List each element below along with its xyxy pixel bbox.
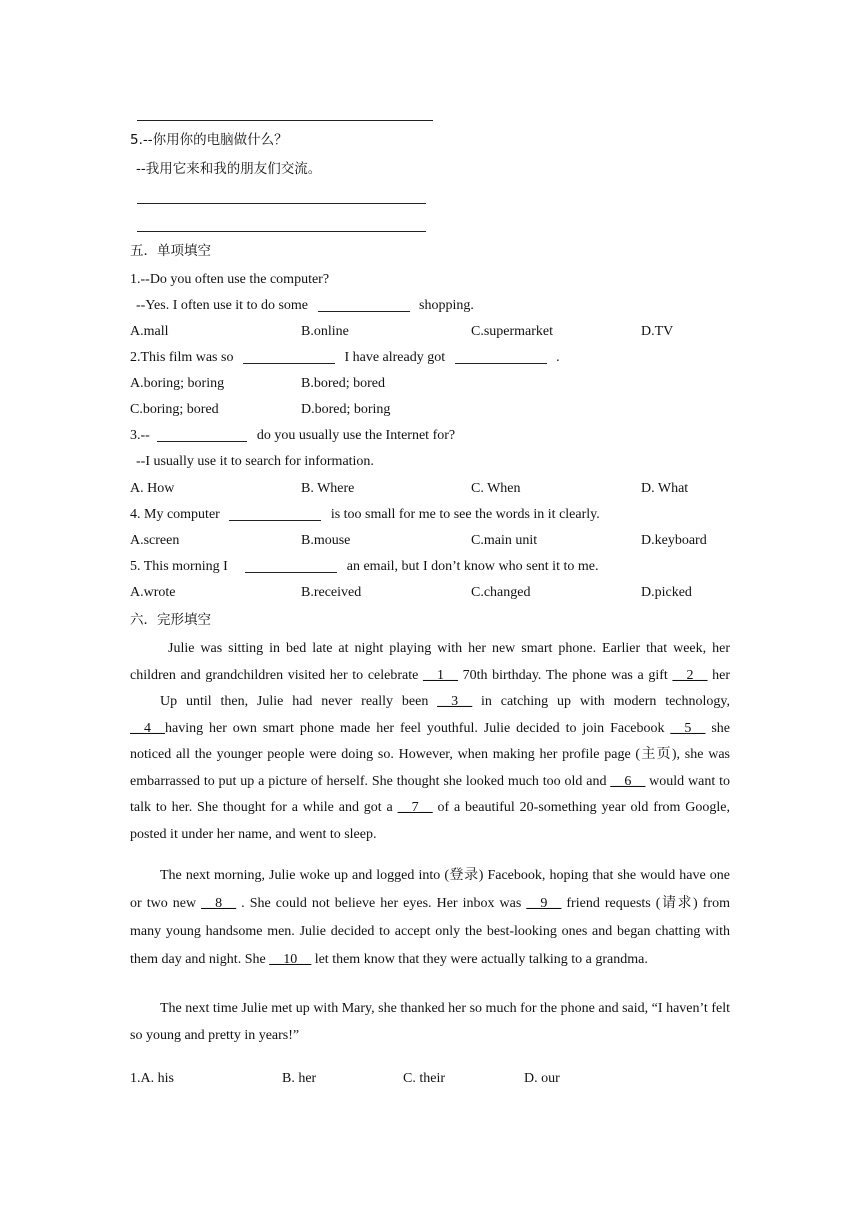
answer-line — [137, 231, 426, 232]
q5-text-b: an email, but I don’t know who sent it to me. — [346, 559, 599, 574]
q5-option-b: B.received — [301, 585, 362, 600]
cloze-gap-10[interactable]: __10__ — [269, 952, 312, 967]
q5-option-c: C.changed — [471, 585, 531, 600]
q3-option-b: B. Where — [301, 481, 355, 496]
q1-option-c: C.supermarket — [471, 324, 554, 339]
q2-text-a: 2.This film was so — [130, 350, 234, 365]
q2-option-d: D.bored; boring — [301, 402, 391, 417]
cloze-paragraph-2: Up until then, Julie had never really been __3__ in catching up with modern technology, __4__having her own smart phone made her feel youthful. Julie decided to join Facebook __5__ she noticed all the younger people were doing so. However, when making her profile page (主页), she was embarrassed to put up a picture of herself. She thought she looked much too old and __6__ would want to talk to her. She thought for a while and got a __7__ of a beautiful 20-something year old from Google, posted it under her name, and went to sleep. — [130, 694, 730, 842]
q1-line2 — [136, 297, 474, 315]
q3-text-b: do you usually use the Internet for? — [256, 428, 456, 443]
section-title-5: 五．单项填空 — [130, 243, 211, 259]
section-title-6: 六．完形填空 — [130, 612, 211, 628]
q2-line — [130, 349, 560, 367]
q3-option-a: A. How — [130, 481, 175, 496]
cloze-gap-1[interactable]: __1__ — [422, 667, 458, 683]
q4-option-c: C.main unit — [471, 533, 538, 548]
answer-blank[interactable] — [243, 349, 335, 364]
q1-line1: 1.--Do you often use the computer? — [130, 272, 330, 287]
a1-option-b: B. her — [282, 1071, 317, 1086]
cloze-gap-7[interactable]: __7__ — [397, 800, 433, 816]
question-cn-5-reply: --我用它来和我的朋友们交流。 — [136, 161, 322, 177]
answer-blank[interactable] — [229, 506, 321, 521]
cloze-paragraph-4: The next time Julie met up with Mary, she thanked her so much for the phone and said, “I haven’t felt so young and pretty in years!” — [130, 1001, 730, 1043]
q4-option-a: A.screen — [130, 533, 180, 548]
cloze-gap-4[interactable]: __4__ — [130, 720, 165, 736]
q3-line1 — [130, 427, 455, 445]
answer-line — [137, 120, 433, 121]
cloze-paragraph-1: Julie was sitting in bed late at night playing with her new smart phone. Earlier that week, her children and grandchildren visited her to celebrate __1__ 70th birthday. The phone was a gift __2__ her — [130, 641, 730, 683]
cloze-gap-2[interactable]: __2__ — [672, 667, 708, 683]
q4-option-b: B.mouse — [301, 533, 351, 548]
a1-option-c: C. their — [403, 1071, 445, 1086]
cloze-gap-3[interactable]: __3__ — [437, 694, 473, 709]
q4-line — [130, 506, 600, 524]
q5-text-a: 5. This morning I — [130, 559, 228, 574]
q2-text-c: . — [556, 350, 560, 365]
cloze-gap-6[interactable]: __6__ — [610, 773, 646, 789]
q5-option-d: D.picked — [641, 585, 692, 600]
answer-blank[interactable] — [455, 349, 547, 364]
q4-text-b: is too small for me to see the words in it clearly. — [330, 507, 600, 522]
cloze-passage — [130, 636, 730, 1049]
answer-blank[interactable] — [318, 297, 410, 312]
q3-option-c: C. When — [471, 481, 521, 496]
q2-text-b: I have already got — [344, 350, 446, 365]
q4-text-a: 4. My computer — [130, 507, 220, 522]
answer-line — [137, 203, 426, 204]
q5-option-a: A.wrote — [130, 585, 176, 600]
q3-text-a: 3.-- — [130, 428, 150, 443]
question-cn-5: 5.--你用你的电脑做什么？ — [130, 132, 288, 148]
q1-text-b: shopping. — [419, 298, 474, 313]
q1-option-b: B.online — [301, 324, 349, 339]
q3-option-d: D. What — [641, 481, 689, 496]
answer-blank[interactable] — [157, 427, 247, 442]
cloze-gap-9[interactable]: __9__ — [526, 896, 562, 911]
q1-option-a: A.mall — [130, 324, 169, 339]
q3-line2: --I usually use it to search for information. — [136, 454, 374, 469]
q2-option-c: C.boring; bored — [130, 402, 219, 417]
q2-option-a: A.boring; boring — [130, 376, 225, 391]
a1-option-a: 1.A. his — [130, 1071, 174, 1086]
q5-line — [130, 558, 598, 576]
q4-option-d: D.keyboard — [641, 533, 707, 548]
cloze-gap-5[interactable]: __5__ — [670, 720, 706, 736]
q1-text-a: --Yes. I often use it to do some — [136, 298, 309, 313]
a1-option-d: D. our — [524, 1071, 560, 1086]
q1-option-d: D.TV — [641, 324, 674, 339]
answer-blank[interactable] — [245, 558, 337, 573]
cloze-gap-8[interactable]: __8__ — [201, 896, 237, 911]
q2-option-b: B.bored; bored — [301, 376, 385, 391]
cloze-paragraph-3: The next morning, Julie woke up and logged into (登录) Facebook, hoping that she would have one or two new __8__ . She could not believe her eyes. Her inbox was __9__ friend requests (请求) from many young handsome men. Julie decided to accept only the best-looking ones and began chatting with them day and night. She __10__ let them know that they were actually talking to a grandma. — [130, 868, 730, 967]
